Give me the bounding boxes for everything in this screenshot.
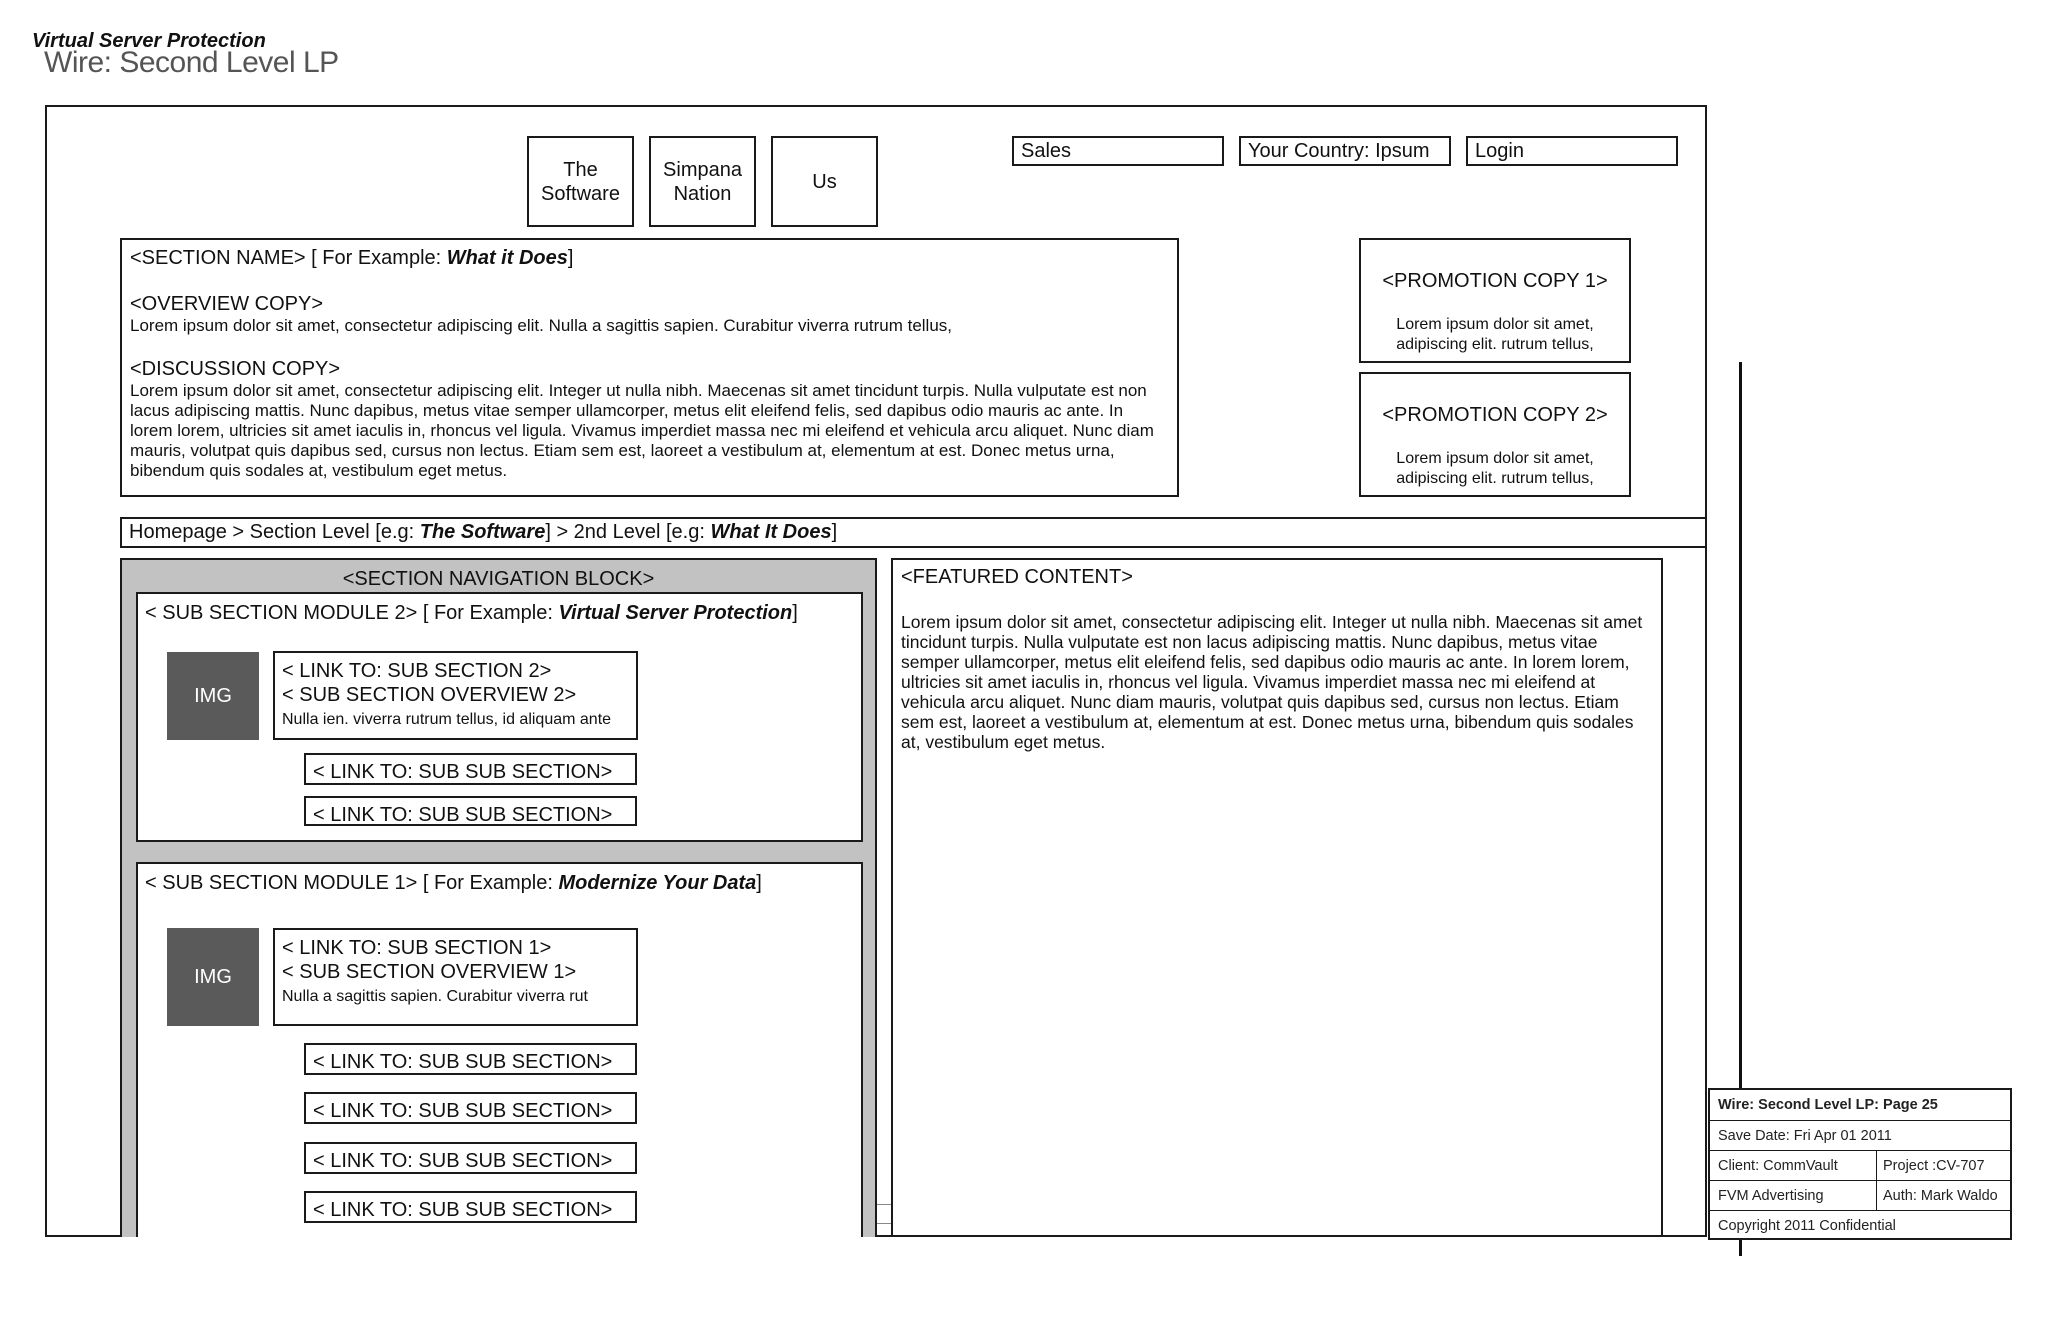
featured-body: Lorem ipsum dolor sit amet, consectetur adipiscing elit. Integer ut nulla nibh. Maecenas sit amet tincidunt turpis. Nulla vulputate est non lacus adipiscing mattis. Nunc dapibus, metus vitae semper ullamcorper, metus elit eleifend felis, sed dapibus odio mauris ac ante. In lorem lorem, ultricies sit amet iaculis in, rhoncus vel ligula. Vivamus imperdiet massa nec mi eleifend at vehicula arcu aliquet. Nunc diam mauris, volutpat quis dapibus sed, cursus non lectus. Etiam sem est, laoreet a vestibulum at, elementum at est. Donec metus urna, bibendum quis sodales at, vestibulum eget metus.: [901, 612, 1643, 752]
breadcrumb-section-link[interactable]: The Software: [419, 521, 546, 543]
breadcrumb-text: ]: [831, 521, 838, 543]
sub-section-link[interactable]: < LINK TO: SUB SECTION 2>: [282, 660, 552, 682]
breadcrumb-text: Homepage > Section Level [e.g:: [129, 521, 420, 543]
title-block-copyright: Copyright 2011 Confidential: [1710, 1210, 2010, 1240]
breadcrumb: [120, 517, 1707, 548]
title-block-project: Project :CV-707: [1883, 1158, 1985, 1174]
section-navigation-title: <SECTION NAVIGATION BLOCK>: [342, 568, 655, 590]
title-block-client: Client: CommVault: [1710, 1151, 1877, 1180]
document-subtitle: Virtual Server Protection: [32, 30, 266, 52]
sub-section-description: Nulla a sagittis sapien. Curabitur viverra rut: [282, 988, 588, 1005]
divider: [877, 1204, 891, 1224]
promotion-heading: <PROMOTION COPY 1>: [1382, 270, 1608, 292]
title-block-page: Wire: Second Level LP: Page 25: [1718, 1097, 1938, 1113]
sub-section-module-1: [136, 862, 863, 1237]
title-block-client-row: [1710, 1150, 2010, 1180]
title-block-author: Auth: Mark Waldo: [1883, 1188, 1998, 1204]
sub-section-description: Nulla ien. viverra rutrum tellus, id aliquam ante: [282, 711, 612, 728]
title-block-agency: FVM Advertising: [1710, 1181, 1877, 1210]
sales-link[interactable]: Sales: [1012, 136, 1224, 166]
title-block-agency-row: [1710, 1180, 2010, 1210]
module-title: < SUB SECTION MODULE 1> [ For Example: Modernize Your Data]: [145, 872, 762, 894]
sub-section-overview: < SUB SECTION OVERVIEW 2>: [282, 684, 577, 706]
promotion-body: Lorem ipsum dolor sit amet, adipiscing elit. rutrum tellus,: [1396, 450, 1594, 487]
country-selector[interactable]: Your Country: Ipsum: [1239, 136, 1451, 166]
section-name: <SECTION NAME> [ For Example: What it Does]: [130, 247, 574, 269]
module-title: < SUB SECTION MODULE 2> [ For Example: Virtual Server Protection]: [145, 602, 798, 624]
sub-sub-section-link[interactable]: < LINK TO: SUB SUB SECTION>: [304, 1092, 637, 1124]
title-block: [1708, 1088, 2012, 1240]
discussion-text: Lorem ipsum dolor sit amet, consectetur adipiscing elit. Integer ut nulla nibh. Maecenas sit amet tincidunt turpis. Nulla vulputate est non lacus adipiscing mattis. Nunc dapibus, metus vitae semper ullamcorper, metus elit eleifend felis, sed dapibus odio mauris ac ante. In lorem lorem, ultricies sit amet iaculis in, rhoncus vel ligula. Vivamus imperdiet massa nec mi eleifend et vehicula arcu aliquet. Nunc diam mauris, volutpat quis dapibus sed, cursus non lectus. Etiam sem est, laoreet a vestibulum at, elementum at est. Donec metus urna, bibendum quis sodales at, vestibulum eget metus.: [130, 381, 1154, 480]
sub-sub-section-link[interactable]: < LINK TO: SUB SUB SECTION>: [304, 1142, 637, 1174]
nav-item-the-software[interactable]: The Software: [527, 136, 634, 227]
overview-text: Lorem ipsum dolor sit amet, consectetur adipiscing elit. Nulla a sagittis sapien. Curabitur viverra rutrum tellus,: [130, 316, 953, 335]
featured-content: [891, 558, 1663, 1237]
sub-section-link-box: [273, 651, 638, 740]
overview-heading: <OVERVIEW COPY>: [130, 293, 324, 315]
image-placeholder: IMG: [167, 652, 259, 740]
nav-item-simpana-nation[interactable]: Simpana Nation: [649, 136, 756, 227]
promotion-box-1[interactable]: [1359, 238, 1631, 363]
promotion-box-2[interactable]: [1359, 372, 1631, 497]
sub-sub-section-link[interactable]: < LINK TO: SUB SUB SECTION>: [304, 753, 637, 785]
sub-sub-section-link[interactable]: < LINK TO: SUB SUB SECTION>: [304, 1191, 637, 1223]
breadcrumb-current: What It Does: [710, 521, 832, 543]
document-title: Wire: Second Level LP: [44, 46, 339, 79]
title-block-save-date: Save Date: Fri Apr 01 2011: [1710, 1120, 2010, 1150]
breadcrumb-text: ] > 2nd Level [e.g:: [545, 521, 711, 543]
discussion-heading: <DISCUSSION COPY>: [130, 358, 341, 380]
promotion-body: Lorem ipsum dolor sit amet, adipiscing elit. rutrum tellus,: [1396, 316, 1594, 353]
sub-sub-section-link[interactable]: < LINK TO: SUB SUB SECTION>: [304, 796, 637, 826]
sub-sub-section-link[interactable]: < LINK TO: SUB SUB SECTION>: [304, 1043, 637, 1075]
section-navigation-block: [120, 558, 877, 1237]
featured-heading: <FEATURED CONTENT>: [901, 566, 1133, 588]
nav-item-us[interactable]: Us: [771, 136, 878, 227]
sub-section-module-2: [136, 592, 863, 842]
sub-section-link-box: [273, 928, 638, 1026]
section-intro-box: [120, 238, 1179, 497]
sub-section-overview: < SUB SECTION OVERVIEW 1>: [282, 961, 577, 983]
sub-section-link[interactable]: < LINK TO: SUB SECTION 1>: [282, 937, 552, 959]
login-link[interactable]: Login: [1466, 136, 1678, 166]
promotion-heading: <PROMOTION COPY 2>: [1382, 404, 1608, 426]
image-placeholder: IMG: [167, 928, 259, 1026]
